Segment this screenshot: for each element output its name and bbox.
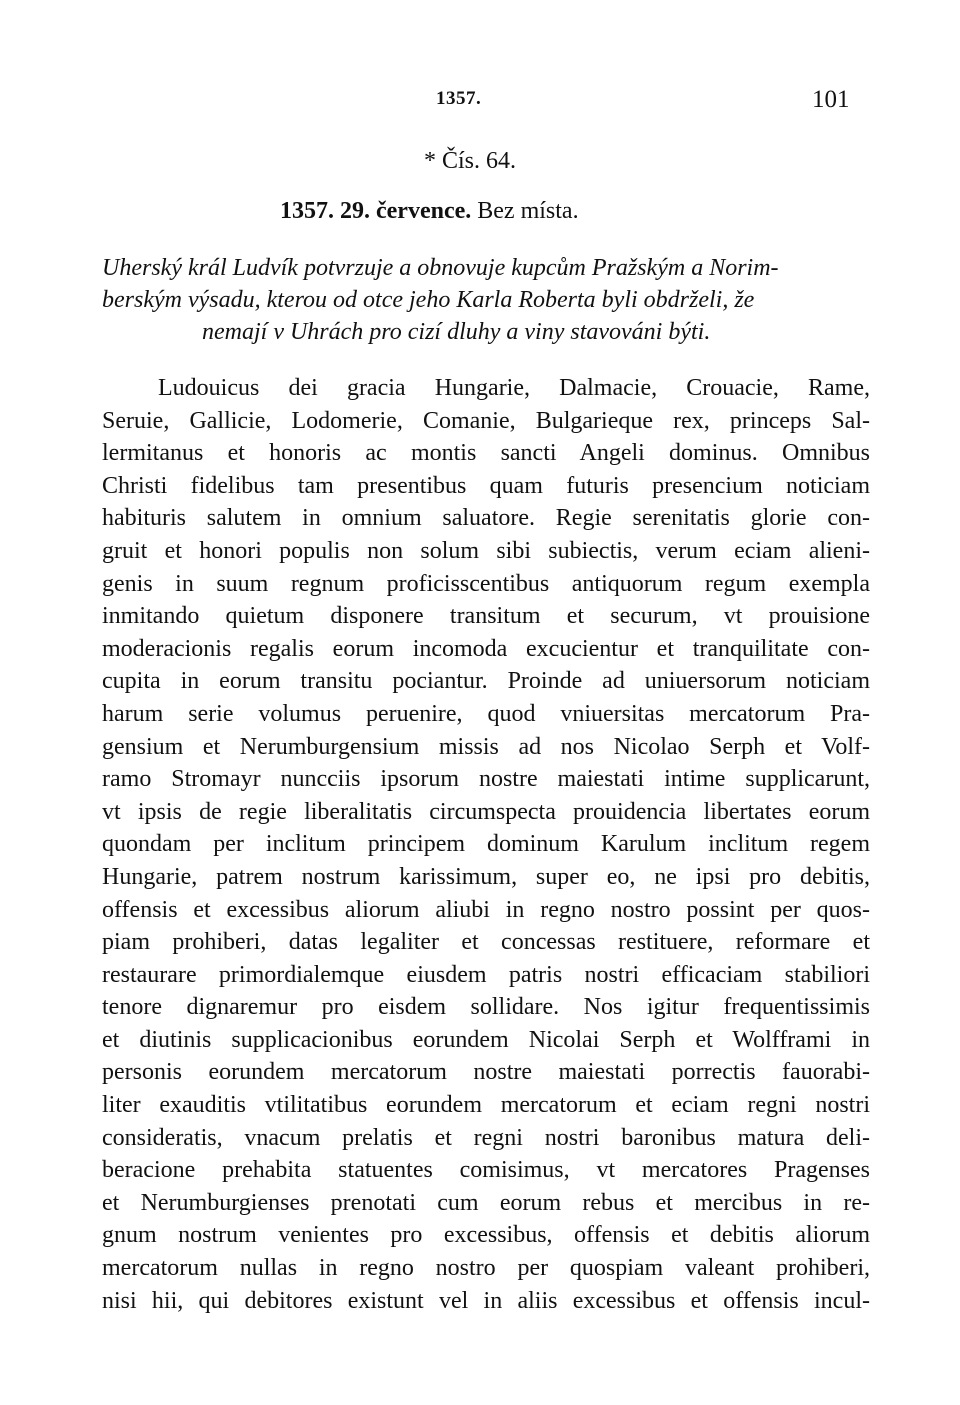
body-line: mercatorum nullas in regno nostro per quospiam valeant prohiberi, (102, 1255, 870, 1282)
body-line: tenore dignaremur pro eisdem sollidare. Nos igitur frequentissimis (102, 994, 870, 1021)
body-line: Hungarie, patrem nostrum karissimum, super eo, ne ipsi pro debitis, (102, 863, 870, 890)
body-line: offensis et excessibus aliorum aliubi in regno nostro possint per quos- (102, 896, 870, 923)
body-line: ramo Stromayr nuncciis ipsorum nostre maiestati intime supplicarunt, (102, 766, 870, 793)
body-line: quondam per inclitum principem dominum Karulum inclitum regem (102, 831, 870, 858)
body-line: gensium et Nerumburgensium missis ad nos Nicolao Serph et Volf- (102, 733, 870, 760)
body-line: genis in suum regnum proficisscentibus antiquorum regum exempla (102, 570, 870, 597)
body-line: Ludouicus dei gracia Hungarie, Dalmacie, Crouacie, Rame, (158, 375, 870, 401)
running-head-year: 1357. (436, 88, 482, 109)
body-line: beracione prehabita statuentes comisimus, vt mercatores Pragenses (102, 1157, 870, 1184)
body-line: gruit et honori populis non solum sibi subiectis, verum eciam alieni- (102, 537, 870, 564)
document-date-line (280, 198, 579, 225)
date-month: července. (376, 198, 472, 224)
summary-line: berským výsadu, kterou od otce jeho Karla Roberta byli obdrželi, že (102, 287, 755, 313)
body-line: Seruie, Gallicie, Lodomerie, Comanie, Bulgarieque rex, princeps Sal- (102, 407, 870, 434)
body-line: cupita in eorum transitu pociantur. Proinde ad uniuersorum noticiam (102, 668, 870, 695)
body-line: Christi fidelibus tam presentibus quam futuris presencium noticiam (102, 472, 870, 499)
date-day: 29. (340, 198, 370, 224)
body-line: harum serie volumus peruenire, quod vniuersitas mercatorum Pra- (102, 700, 870, 727)
page-number: 101 (812, 86, 850, 113)
date-year: 1357. (280, 198, 334, 224)
body-line: restaurare primordialemque eiusdem patris nostri efficaciam stabiliori (102, 961, 870, 988)
czech-summary (102, 252, 862, 348)
date-place: Bez místa. (477, 198, 579, 224)
body-line: inmitando quietum disponere transitum et securum, vt prouisione (102, 603, 870, 630)
body-line: nisi hii, qui debitores existunt vel in aliis excessibus et offensis incul- (102, 1287, 870, 1314)
body-line: vt ipsis de regie liberalitatis circumspecta prouidencia libertates eorum (102, 798, 870, 825)
body-line: piam prohiberi, datas legaliter et concessas restituere, reformare et (102, 929, 870, 956)
body-line: consideratis, vnacum prelatis et regni nostri baronibus matura deli- (102, 1124, 870, 1151)
body-line: et Nerumburgienses prenotati cum eorum rebus et mercibus in re- (102, 1189, 870, 1216)
summary-line: Uherský král Ludvík potvrzuje a obnovuje kupcům Pražským a Norim- (102, 255, 779, 281)
body-line: moderacionis regalis eorum incomoda excucientur et tranquilitate con- (102, 635, 870, 662)
body-line: gnum nostrum venientes pro excessibus, offensis et debitis aliorum (102, 1222, 870, 1249)
latin-charter-text (102, 372, 870, 1317)
document-number: * Čís. 64. (424, 148, 517, 174)
body-line: et diutinis supplicacionibus eorundem Nicolai Serph et Wolfframi in (102, 1026, 870, 1053)
body-line: lermitanus et honoris ac montis sancti Angeli dominus. Omnibus (102, 440, 870, 467)
body-line: habituris salutem in omnium saluatore. Regie serenitatis glorie con- (102, 505, 870, 532)
summary-line: nemají v Uhrách pro cizí dluhy a viny stavováni býti. (202, 319, 711, 345)
body-line: liter exauditis vtilitatibus eorundem mercatorum et eciam regni nostri (102, 1092, 870, 1119)
body-line: personis eorundem mercatorum nostre maiestati porrectis fauorabi- (102, 1059, 870, 1086)
